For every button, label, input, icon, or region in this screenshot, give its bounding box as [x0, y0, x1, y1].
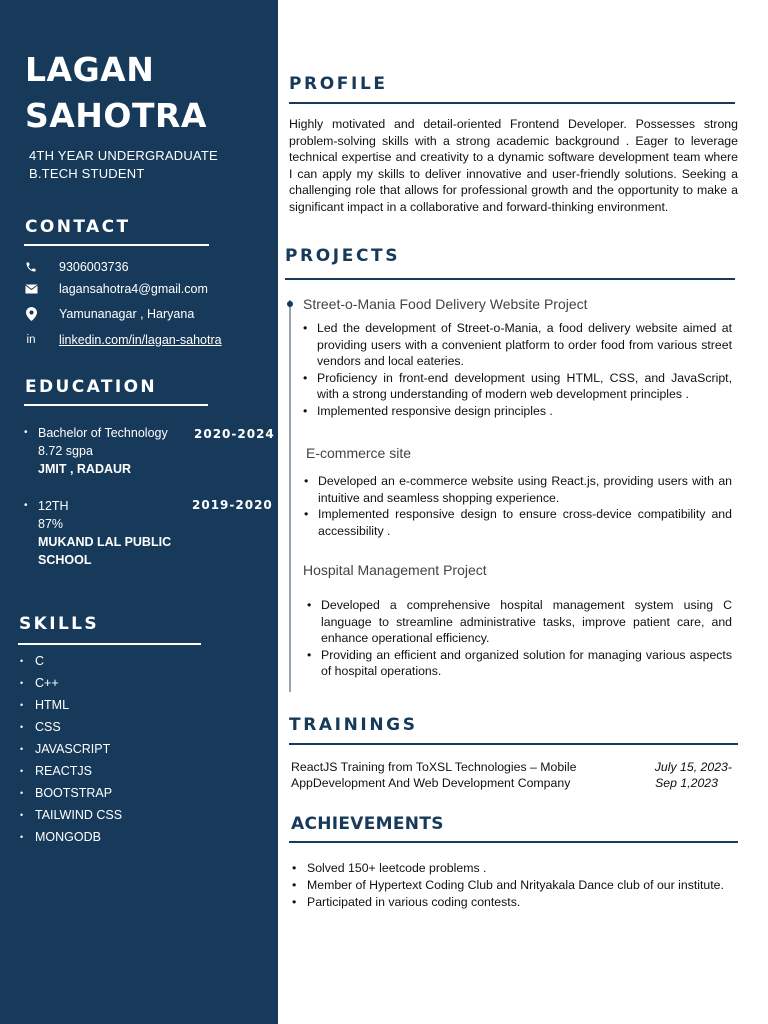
contact-linkedin-row — [24, 330, 222, 350]
education-divider — [24, 404, 208, 406]
project-title: Street-o-Mania Food Delivery Website Project — [303, 296, 588, 312]
training-date-start: July 15, 2023- — [654, 760, 732, 774]
skill-item: • HTML — [20, 698, 70, 712]
skills-heading: SKILLS — [19, 614, 100, 634]
education-institute: MUKAND LAL PUBLIC SCHOOL — [38, 535, 172, 567]
skill-item: • JAVASCRIPT — [20, 742, 111, 756]
education-item-1 — [38, 424, 188, 478]
achievement-item: • Participated in various coding contests. — [290, 894, 760, 911]
projects-timeline — [289, 300, 291, 692]
education-degree: Bachelor of Technology — [38, 426, 168, 440]
training-line-1: ReactJS Training from ToXSL Technologies – Mobile — [291, 760, 577, 774]
subtitle-line-1: 4TH YEAR UNDERGRADUATE — [29, 148, 218, 163]
education-years: 2019-2020 — [192, 498, 273, 512]
education-years: 2020-2024 — [194, 427, 275, 441]
contact-phone: 9306003736 — [59, 260, 129, 274]
skill-item: • BOOTSTRAP — [20, 786, 113, 800]
skills-list — [20, 650, 122, 848]
training-date-end: Sep 1,2023 — [655, 776, 718, 790]
skill-item: • CSS — [20, 720, 61, 734]
project-bullets — [301, 473, 732, 539]
project-bullet: • Led the development of Street-o-Mania, a food delivery website aimed at providing users with a convenient platform to order food from various street vendors and local eateries. — [300, 320, 732, 370]
training-line-2: AppDevelopment And Web Development Company — [291, 776, 571, 790]
linkedin-link[interactable]: linkedin.com/in/lagan-sahotra — [59, 333, 222, 347]
project-bullets — [300, 320, 732, 419]
project-title: Hospital Management Project — [303, 562, 487, 578]
contact-phone-row — [24, 257, 129, 277]
education-score: 8.72 sgpa — [38, 444, 93, 458]
project-bullet: • Developed an e-commerce website using React.js, providing users with an intuitive and seamless shopping experience. — [301, 473, 732, 506]
contact-heading: CONTACT — [25, 217, 131, 237]
name-last: SAHOTRA — [25, 96, 207, 135]
education-bullet-1: • — [24, 427, 28, 438]
achievement-item: • Solved 150+ leetcode problems . — [290, 860, 760, 877]
contact-email-row — [24, 279, 208, 299]
education-institute: JMIT , RADAUR — [38, 462, 132, 476]
timeline-dot — [287, 301, 293, 307]
project-bullet: • Proficiency in front-end development using HTML, CSS, and JavaScript, with a strong understanding of modern web development principles . — [300, 370, 732, 403]
contact-location-row — [24, 304, 194, 324]
contact-divider — [24, 244, 209, 246]
education-heading: EDUCATION — [25, 377, 158, 397]
location-pin-icon — [24, 307, 38, 321]
project-bullets — [304, 597, 732, 680]
project-bullet: • Implemented responsive design principles . — [300, 403, 732, 420]
sidebar — [0, 0, 278, 1024]
name-first: LAGAN — [25, 50, 155, 89]
phone-icon — [24, 260, 38, 274]
education-score: 87% — [38, 517, 64, 531]
profile-summary: Highly motivated and detail-oriented Frontend Developer. Possesses strong problem-solving skills with a strong academic background . Eager to leverage technical expertise and creativity to a dynamic software development team where I can apply my skills to deliver innovative and user-friendly solutions. Seeking a challenging role that allows for professional growth and the opportunity to make a significant impact in a collaborative and forward-thinking environment. — [289, 117, 738, 214]
skill-item: • MONGODB — [20, 830, 101, 844]
skill-item: • C — [20, 654, 45, 668]
profile-heading: PROFILE — [289, 74, 388, 94]
project-title: E-commerce site — [306, 445, 412, 461]
achievements-divider — [289, 841, 738, 843]
project-bullet: • Providing an efficient and organized solution for managing various aspects of hospital operations. — [304, 647, 732, 680]
education-bullet-2: • — [24, 500, 28, 511]
project-bullet: • Developed a comprehensive hospital management system using C language to streamline administrative tasks, improve patient care, and enhance operational efficiency. — [304, 597, 732, 647]
contact-email[interactable]: lagansahotra4@gmail.com — [59, 282, 208, 296]
trainings-heading: TRAININGS — [289, 715, 418, 735]
education-degree: 12TH — [38, 499, 69, 513]
contact-location: Yamunanagar , Haryana — [59, 307, 195, 321]
skills-divider — [18, 643, 201, 645]
achievements-heading: ACHIEVEMENTS — [291, 814, 444, 834]
main-content — [278, 0, 768, 1024]
mail-icon — [24, 282, 38, 296]
education-item-2 — [38, 497, 188, 569]
skill-item: • C++ — [20, 676, 59, 690]
projects-heading: PROJECTS — [285, 246, 401, 266]
profile-divider — [289, 102, 735, 104]
achievement-item: • Member of Hypertext Coding Club and Nrityakala Dance club of our institute. — [290, 877, 760, 894]
achievements-list — [290, 860, 760, 910]
trainings-divider — [289, 743, 738, 745]
skill-item: • REACTJS — [20, 764, 92, 778]
project-bullet: • Implemented responsive design to ensure cross-device compatibility and accessibility . — [301, 506, 732, 539]
projects-divider — [285, 278, 735, 280]
linkedin-icon: in — [26, 334, 36, 346]
skill-item: • TAILWIND CSS — [20, 808, 123, 822]
subtitle-line-2: B.TECH STUDENT — [29, 166, 145, 181]
